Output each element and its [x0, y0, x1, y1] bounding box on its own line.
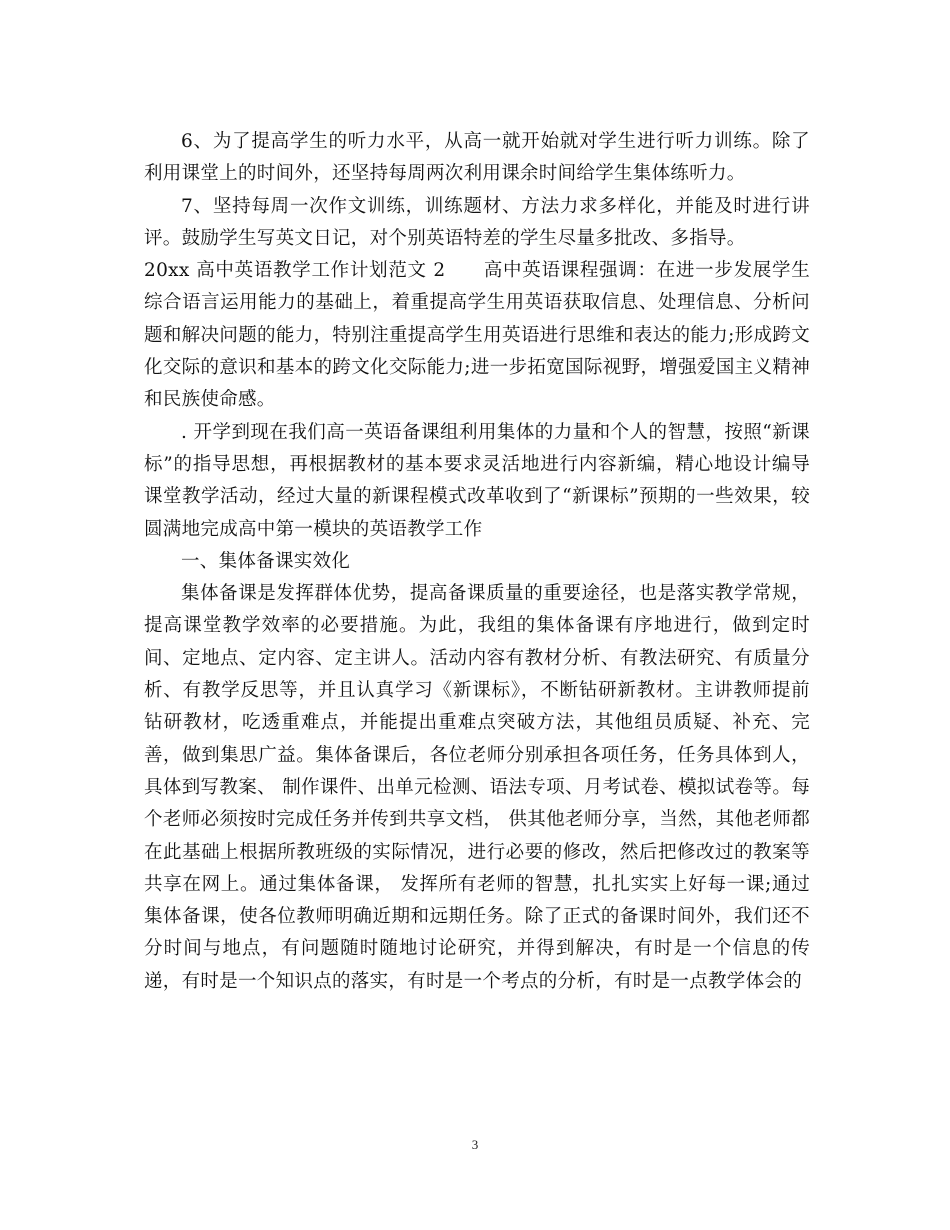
subheading-collective-prep: 一、集体备课实效化: [181, 550, 351, 572]
paragraph-collective-prep: 集体备课是发挥群体优势，提高备课质量的重要途径，也是落实教学常规，提高课堂教学效率的必要措施。为此，我组的集体备课有序地进行，做到定时间、定地点、定内容、定主讲人。活动内容有教材分析、有教法研究、有质量分析、有教学反思等，并且认真学习《新课标》，不断钻研新教材。主讲教师提前钻研教材，吃透重难点，并能提出重难点突破方法，其他组员质疑、补充、完善，做到集思广益。集体备课后，各位老师分别承担各项任务，任务具体到人，具体到写教案、 制作课件、出单元检测、语法专项、月考试卷、模拟试卷等。每个老师必须按时完成任务并传到共享文档， 供其他老师分享，当然，其他老师都在此基础上根据所教班级的实际情况，进行必要的修改，然后把修改过的教案等共享在网上。通过集体备课， 发挥所有老师的智慧，扎扎实实上好每一课;通过集体备课，使各位教师明确近期和远期任务。除了正式的备课时间外，我们还不分时间与地点，有问题随时随地讨论研究，并得到解决，有时是一个信息的传递，有时是一个知识点的落实，有时是一个考点的分析，有时是一点教学体会的: [144, 583, 810, 992]
page-number: 3: [471, 1137, 479, 1152]
paragraph-writing: 7、坚持每周一次作文训练，训练题材、方法力求多样化，并能及时进行讲评。鼓励学生写英文日记，对个别英语特差的学生尽量多批改、多指导。: [144, 195, 810, 249]
paragraph-opening: . 开学到现在我们高一英语备课组利用集体的力量和个人的智慧，按照“新课标”的指导思想，再根据教材的基本要求灵活地进行内容新编，精心地设计编导课堂教学活动，经过大量的新课程模式改革收到了“新课标”预期的一些效果，较圆满地完成高中第一模块的英语教学工作: [144, 421, 810, 540]
paragraph-listening: 6、为了提高学生的听力水平，从高一就开始就对学生进行听力训练。除了利用课堂上的时间外，还坚持每周两次利用课余时间给学生集体练听力。: [144, 131, 810, 185]
section-title: 20xx 高中英语教学工作计划范文 2: [144, 260, 446, 282]
section-intro: 高中英语课程强调：在进一步发展学生综合语言运用能力的基础上，着重提高学生用英语获取信息、处理信息、分析问题和解决问题的能力，特别注重提高学生用英语进行思维和表达的能力;形成跨文化交际的意识和基本的跨文化交际能力;进一步拓宽国际视野，增强爱国主义精神和民族使命感。: [144, 260, 810, 411]
document-body: [144, 126, 810, 998]
section-heading-paragraph: [144, 255, 810, 416]
